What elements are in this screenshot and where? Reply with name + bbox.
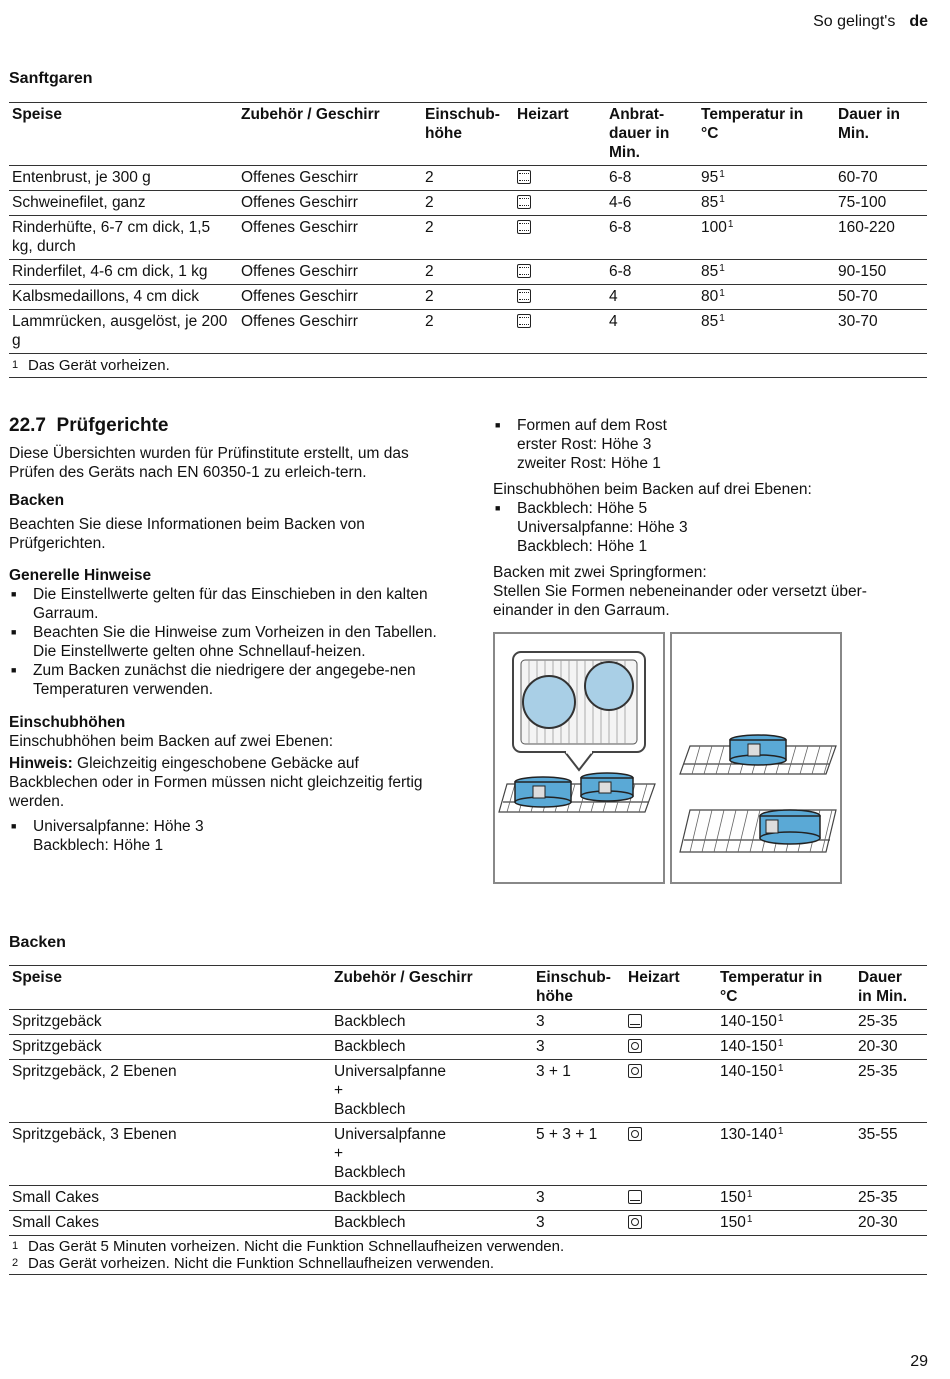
table-header-row	[9, 966, 927, 1010]
two-levels-list	[9, 817, 449, 855]
food-cell: Entenbrust, je 300 g	[12, 169, 151, 186]
col-header: Zubehör / Geschirr	[241, 106, 380, 123]
level-cell: 2	[425, 219, 434, 236]
duration-cell: 30-70	[838, 313, 878, 330]
food-cell: Kalbsmedaillons, 4 cm dick	[12, 288, 199, 305]
table1-title: Sanftgaren	[9, 70, 93, 87]
accessory-cell: Offenes Geschirr	[241, 313, 358, 330]
table-row	[9, 1186, 927, 1211]
level-cell: 2	[425, 263, 434, 280]
temp-cell: 80	[701, 288, 719, 305]
sear-cell: 4-6	[609, 194, 632, 211]
top-bottom-heat-icon	[517, 195, 531, 209]
footnote-ref: 1	[719, 263, 725, 274]
level-cell: 3	[536, 1013, 545, 1030]
duration-cell: 90-150	[838, 263, 887, 280]
three-levels-paragraph: Einschubhöhen beim Backen auf drei Ebenen:	[493, 481, 812, 498]
footnote-row	[9, 354, 927, 378]
footnote-1	[12, 1238, 924, 1255]
footnote-ref: 1	[777, 1126, 784, 1137]
top-bottom-heat-icon	[628, 1014, 642, 1028]
food-cell: Spritzgebäck, 2 Ebenen	[12, 1063, 177, 1080]
fan-heat-icon	[628, 1064, 642, 1078]
food-cell: Lammrücken, ausgelöst, je 200 g	[12, 313, 228, 349]
list-item: ■ Universalpfanne: Höhe 3 Backblech: Höhe 1	[9, 817, 449, 855]
col-header: Dauer in Min.	[838, 106, 901, 142]
accessory-cell: Backblech	[334, 1038, 406, 1055]
right-column	[493, 416, 923, 620]
col-header: Temperatur in °C	[701, 106, 804, 142]
accessory-cell: Backblech	[334, 1189, 406, 1206]
food-cell: Small Cakes	[12, 1189, 99, 1206]
footnote-text: Das Gerät vorheizen.	[28, 357, 170, 374]
footnote-number: 2	[12, 1257, 19, 1269]
duration-cell: 20-30	[858, 1038, 898, 1055]
list-item: ■ Zum Backen zunächst die niedrigere der angegebe-nen Temperaturen verwenden.	[9, 661, 449, 699]
temp-cell: 95	[701, 169, 719, 186]
accessory-cell: Offenes Geschirr	[241, 263, 358, 280]
accessory-cell: Offenes Geschirr	[241, 194, 358, 211]
backen-table	[9, 965, 927, 1275]
table-row	[9, 1010, 927, 1035]
level-cell: 3	[536, 1038, 545, 1055]
table-row	[9, 191, 927, 216]
food-cell: Spritzgebäck	[12, 1038, 102, 1055]
col-header: Heizart	[628, 969, 680, 986]
general-notes-list	[9, 585, 449, 699]
footnote-ref: 1	[727, 219, 734, 230]
fan-heat-icon	[628, 1039, 642, 1053]
accessory-cell: Universalpfanne + Backblech	[334, 1126, 447, 1181]
footnote-ref: 1	[719, 194, 725, 205]
top-bottom-heat-icon	[517, 289, 531, 303]
accessory-cell: Backblech	[334, 1013, 406, 1030]
level-cell: 2	[425, 313, 434, 330]
table2-title: Backen	[9, 934, 66, 951]
accessory-cell: Backblech	[334, 1214, 406, 1231]
page-header	[813, 12, 928, 31]
footnote-row	[9, 1236, 927, 1275]
food-cell: Schweinefilet, ganz	[12, 194, 146, 211]
top-bottom-heat-icon	[517, 220, 531, 234]
fan-heat-icon	[628, 1215, 642, 1229]
backen-heading: Backen	[9, 492, 65, 509]
page-number: 29	[910, 1353, 928, 1370]
food-cell: Rinderhüfte, 6-7 cm dick, 1,5 kg, durch	[12, 219, 211, 255]
intro-paragraph: Diese Übersichten wurden für Prüfinstitute erstellt, um das Prüfen des Geräts nach EN 60350-1 zu erleich-tern.	[9, 445, 409, 481]
table-row	[9, 1035, 927, 1060]
duration-cell: 25-35	[858, 1013, 898, 1030]
col-header: Heizart	[517, 106, 569, 123]
duration-cell: 25-35	[858, 1189, 898, 1206]
footnote-ref: 1	[777, 1038, 784, 1049]
footnote-2	[12, 1255, 924, 1272]
springform-paragraph: Backen mit zwei Springformen: Stellen Sie Formen nebeneinander oder versetzt über-einander in den Garraum.	[493, 564, 867, 619]
top-bottom-heat-icon	[517, 170, 531, 184]
sanftgaren-table	[9, 102, 927, 378]
level-cell: 3	[536, 1189, 545, 1206]
col-header: Speise	[12, 106, 62, 123]
col-header: Dauer in Min.	[858, 969, 908, 1005]
food-cell: Spritzgebäck, 3 Ebenen	[12, 1126, 177, 1143]
heading-number: 22.7	[9, 415, 46, 436]
temp-cell: 100	[701, 219, 727, 236]
table-row	[9, 166, 927, 191]
list-item: ■ Die Einstellwerte gelten für das Einschieben in den kalten Garraum.	[9, 585, 449, 623]
general-notes-heading: Generelle Hinweise	[9, 567, 152, 584]
hinweis-paragraph	[9, 754, 449, 811]
list-item: ■ Backblech: Höhe 5 Universalpfanne: Höhe 3 Backblech: Höhe 1	[493, 499, 923, 556]
col-header: Einschub- höhe	[536, 969, 611, 1005]
section-name: So gelingt's	[813, 13, 896, 30]
temp-cell: 150	[720, 1214, 746, 1231]
col-header: Anbrat- dauer in Min.	[609, 106, 670, 161]
footnote-ref: 1	[719, 169, 725, 180]
col-header: Temperatur in °C	[720, 969, 823, 1005]
level-cell: 5 + 3 + 1	[536, 1126, 598, 1143]
accessory-cell: Offenes Geschirr	[241, 288, 358, 305]
list-item: ■ Beachten Sie die Hinweise zum Vorheizen in den Tabellen. Die Einstellwerte gelten ohne Schnellauf-heizen.	[9, 623, 449, 661]
col-header: Speise	[12, 969, 62, 986]
duration-cell: 20-30	[858, 1214, 898, 1231]
duration-cell: 25-35	[858, 1063, 898, 1080]
heading-text: Prüfgerichte	[56, 415, 169, 436]
table-row	[9, 310, 927, 354]
hinweis-label: Hinweis:	[9, 755, 73, 772]
table-row	[9, 1123, 927, 1186]
sear-cell: 6-8	[609, 219, 632, 236]
table-row	[9, 216, 927, 260]
food-cell: Small Cakes	[12, 1214, 99, 1231]
footnote-text: Das Gerät vorheizen. Nicht die Funktion Schnellaufheizen verwenden.	[28, 1255, 495, 1272]
footnote-ref: 1	[777, 1063, 784, 1074]
footnote-ref: 1	[746, 1214, 753, 1225]
temp-cell: 140-150	[720, 1063, 777, 1080]
table-row	[9, 260, 927, 285]
language-code: de	[909, 13, 928, 30]
springform-staggered-figure	[670, 632, 842, 884]
temp-cell: 85	[701, 263, 719, 280]
fan-heat-icon	[628, 1127, 642, 1141]
level-cell: 2	[425, 288, 434, 305]
footnote-ref: 1	[719, 313, 725, 324]
staggered-illustration	[672, 634, 840, 882]
table-row	[9, 1211, 927, 1236]
level-cell: 2	[425, 194, 434, 211]
top-bottom-heat-icon	[628, 1190, 642, 1204]
duration-cell: 75-100	[838, 194, 887, 211]
springform-side-by-side-figure	[493, 632, 665, 884]
table-header-row	[9, 103, 927, 166]
side-by-side-illustration	[495, 634, 663, 882]
temp-cell: 130-140	[720, 1126, 777, 1143]
temp-cell: 85	[701, 313, 719, 330]
table-row	[9, 1060, 927, 1123]
forms-list	[493, 416, 923, 473]
accessory-cell: Universalpfanne + Backblech	[334, 1063, 447, 1118]
einschub-heading: Einschubhöhen	[9, 714, 126, 731]
temp-cell: 85	[701, 194, 719, 211]
duration-cell: 60-70	[838, 169, 878, 186]
left-column	[9, 416, 449, 855]
temp-cell: 140-150	[720, 1013, 777, 1030]
food-cell: Rinderfilet, 4-6 cm dick, 1 kg	[12, 263, 208, 280]
duration-cell: 50-70	[838, 288, 878, 305]
accessory-cell: Offenes Geschirr	[241, 219, 358, 236]
food-cell: Spritzgebäck	[12, 1013, 102, 1030]
einschub-paragraph: Einschubhöhen beim Backen auf zwei Ebenen:	[9, 733, 333, 750]
footnote-ref: 1	[719, 288, 725, 299]
temp-cell: 150	[720, 1189, 746, 1206]
hinweis-text: Gleichzeitig eingeschobene Gebäcke auf Backblechen oder in Formen müssen nicht gleichzeitig fertig werden.	[9, 755, 423, 810]
level-cell: 3	[536, 1214, 545, 1231]
duration-cell: 35-55	[858, 1126, 898, 1143]
footnote-text: Das Gerät 5 Minuten vorheizen. Nicht die Funktion Schnellaufheizen verwenden.	[28, 1238, 565, 1255]
duration-cell: 160-220	[838, 219, 895, 236]
top-bottom-heat-icon	[517, 314, 531, 328]
table-row	[9, 285, 927, 310]
footnote-ref: 1	[746, 1189, 753, 1200]
temp-cell: 140-150	[720, 1038, 777, 1055]
sear-cell: 4	[609, 288, 618, 305]
top-bottom-heat-icon	[517, 264, 531, 278]
col-header: Zubehör / Geschirr	[334, 969, 473, 986]
list-item: ■ Formen auf dem Rost erster Rost: Höhe 3 zweiter Rost: Höhe 1	[493, 416, 923, 473]
footnote-number: 1	[12, 1240, 19, 1252]
sear-cell: 4	[609, 313, 618, 330]
sear-cell: 6-8	[609, 169, 632, 186]
three-levels-list	[493, 499, 923, 556]
section-heading	[9, 416, 449, 435]
accessory-cell: Offenes Geschirr	[241, 169, 358, 186]
footnote-ref: 1	[777, 1013, 784, 1024]
footnote-number: 1	[12, 359, 19, 371]
backen-paragraph: Beachten Sie diese Informationen beim Backen von Prüfgerichten.	[9, 516, 365, 552]
col-header: Einschub- höhe	[425, 106, 500, 142]
sear-cell: 6-8	[609, 263, 632, 280]
level-cell: 2	[425, 169, 434, 186]
level-cell: 3 + 1	[536, 1063, 571, 1080]
